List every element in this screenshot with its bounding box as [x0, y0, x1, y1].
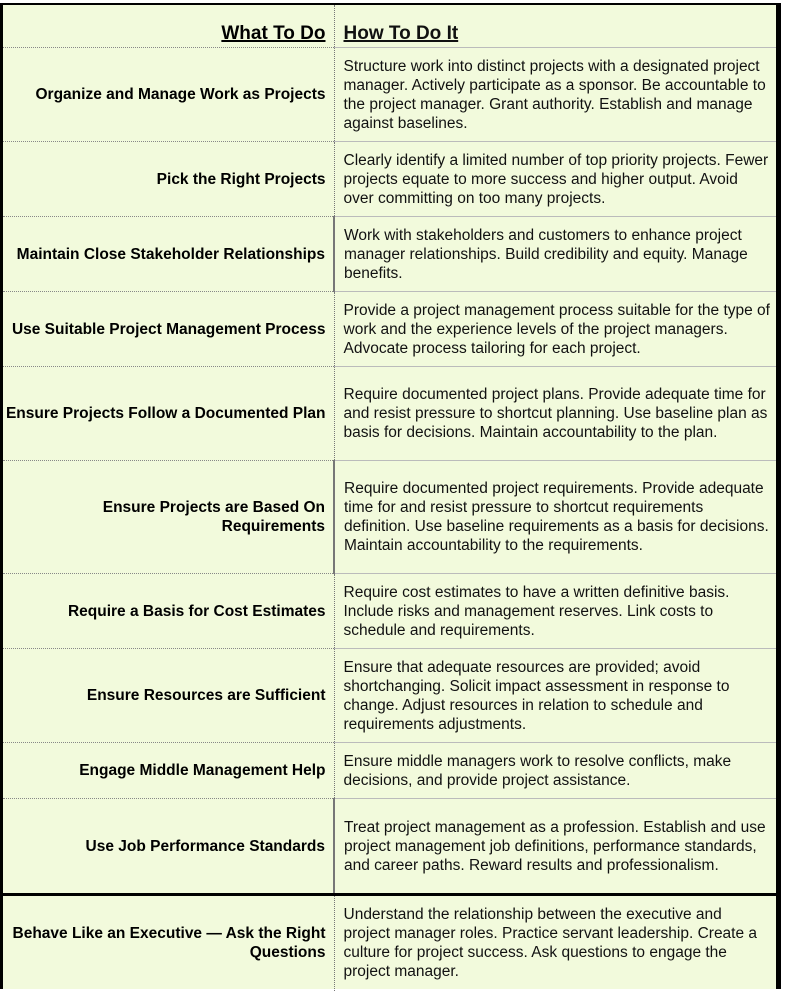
how-cell: Clearly identify a limited number of top priority projects. Fewer projects equate to more success and higher output. Avoid over committing on too many projects.: [334, 142, 776, 217]
table-row: [3, 799, 776, 895]
how-cell: Ensure middle managers work to resolve conflicts, make decisions, and provide project assistance.: [334, 743, 776, 799]
guidance-table: [3, 5, 776, 991]
how-cell: Understand the relationship between the executive and project manager roles. Practice servant leadership. Create a culture for project success. Ask questions to engage the project manager.: [334, 895, 776, 991]
table-row: [3, 461, 776, 574]
table-row: [3, 574, 776, 649]
what-cell: Ensure Resources are Sufficient: [3, 649, 334, 743]
what-cell: Use Suitable Project Management Process: [3, 292, 334, 367]
table-row: [3, 48, 776, 142]
what-cell: Maintain Close Stakeholder Relationships: [3, 217, 334, 292]
how-cell: Require cost estimates to have a written definitive basis. Include risks and management reserves. Link costs to schedule and requirements.: [334, 574, 776, 649]
how-cell: Ensure that adequate resources are provided; avoid shortchanging. Solicit impact assessment in response to change. Adjust resources in relation to schedule and requirements adjustments.: [334, 649, 776, 743]
what-cell: Engage Middle Management Help: [3, 743, 334, 799]
how-cell: Require documented project requirements. Provide adequate time for and resist pressure to shortcut requirements definition. Use baseline requirements as a basis for decisions. Maintain accountability to the requirements.: [334, 461, 776, 574]
table-row: [3, 217, 776, 292]
header-what-to-do: What To Do: [221, 23, 326, 44]
table-row: [3, 743, 776, 799]
what-cell: Behave Like an Executive — Ask the Right Questions: [3, 895, 334, 991]
what-cell: Pick the Right Projects: [3, 142, 334, 217]
table-row: [3, 367, 776, 461]
what-cell: Organize and Manage Work as Projects: [3, 48, 334, 142]
table-row: [3, 649, 776, 743]
guidance-table-frame: [0, 3, 781, 989]
table-row-executive: [3, 895, 776, 991]
how-cell: Require documented project plans. Provide adequate time for and resist pressure to shortcut planning. Use baseline plan as basis for decisions. Maintain accountability to the plan.: [334, 367, 776, 461]
header-how-cell: [334, 5, 776, 48]
what-cell: Ensure Projects are Based On Requirements: [3, 461, 334, 574]
how-cell: Treat project management as a profession. Establish and use project management job definitions, performance standards, and career paths. Reward results and professionalism.: [334, 799, 776, 895]
how-cell: Work with stakeholders and customers to enhance project manager relationships. Build credibility and equity. Manage benefits.: [334, 217, 776, 292]
what-cell: Use Job Performance Standards: [3, 799, 334, 895]
what-cell: Require a Basis for Cost Estimates: [3, 574, 334, 649]
how-cell: Structure work into distinct projects with a designated project manager. Actively participate as a sponsor. Be accountable to the project manager. Grant authority. Establish and manage against baselines.: [334, 48, 776, 142]
header-what-cell: [3, 5, 334, 48]
table-row: [3, 142, 776, 217]
how-cell: Provide a project management process suitable for the type of work and the experience levels of the project managers. Advocate process tailoring for each project.: [334, 292, 776, 367]
table-row: [3, 292, 776, 367]
table-header-row: [3, 5, 776, 48]
header-how-to-do-it: How To Do It: [343, 23, 459, 44]
what-cell: Ensure Projects Follow a Documented Plan: [3, 367, 334, 461]
